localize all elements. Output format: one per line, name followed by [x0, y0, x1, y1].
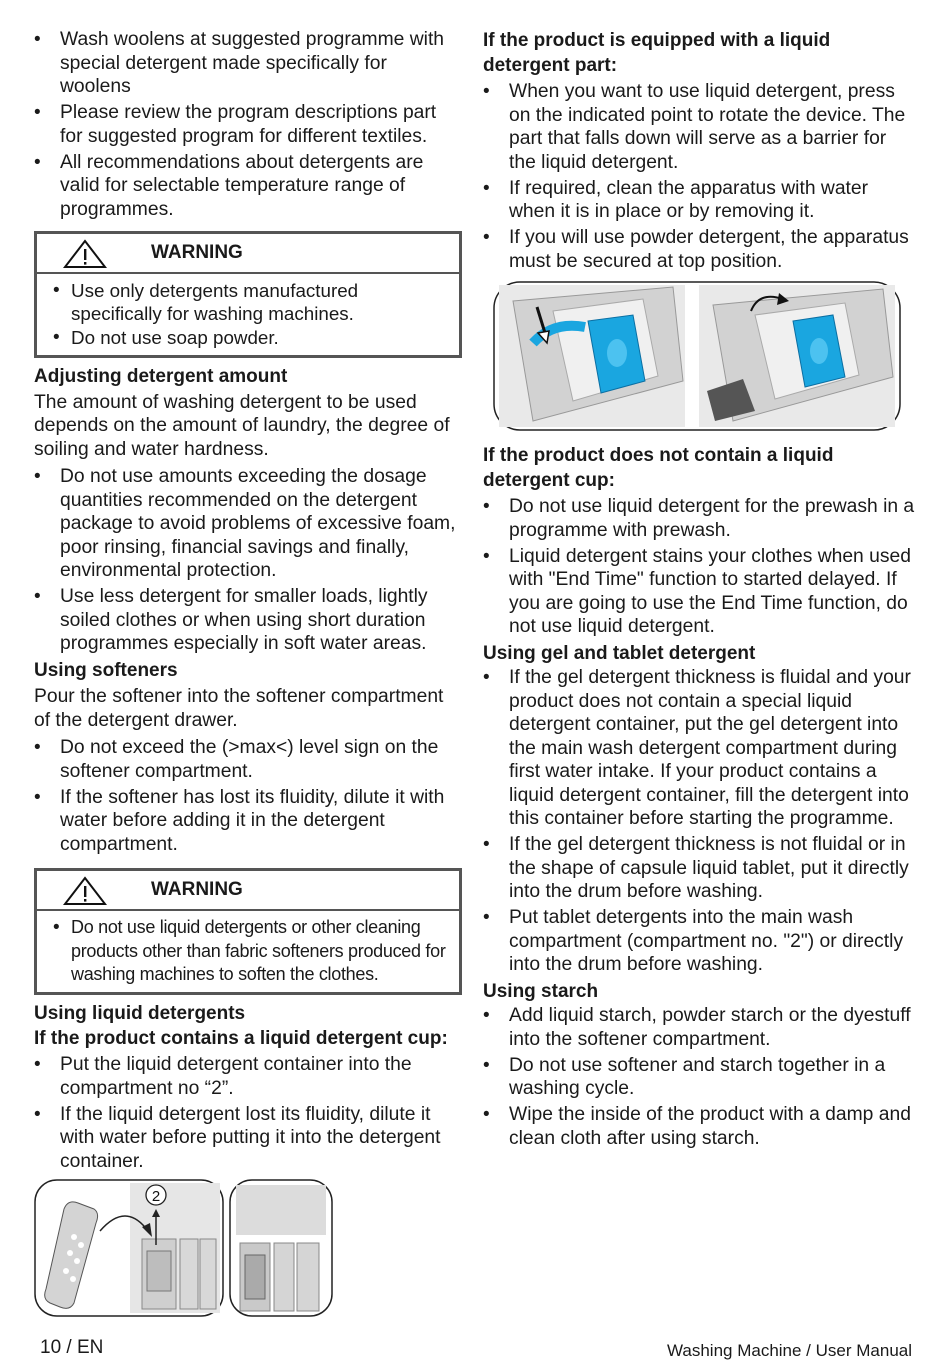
- right-column: [483, 28, 915, 1153]
- warning-box: [34, 231, 462, 358]
- section-heading: Using starch: [483, 981, 599, 1002]
- list-item: • Do not exceed the (>max<) level sign on the softener compartment.: [34, 736, 462, 783]
- list-item: • If the gel detergent thickness is fluidal and your product does not contain a special liquid detergent container, put the gel detergent into the main wash detergent compartment during first water intake. If your product contains a liquid detergent container, fill the detergent into this container before starting the programme.: [483, 666, 915, 831]
- warning-box: [34, 868, 462, 995]
- intro-list: [34, 28, 462, 221]
- list-item: • If you will use powder detergent, the apparatus must be secured at top position.: [483, 226, 915, 273]
- section-heading: Using liquid detergents: [34, 1003, 246, 1025]
- section-heading: If the product does not contain a liquid detergent cup:: [483, 445, 834, 491]
- list-item: • Add liquid starch, powder starch or the dyestuff into the softener compartment.: [483, 1004, 915, 1051]
- list-item: • Use less detergent for smaller loads, lightly soiled clothes or when using short duration programmes especially in soft water areas.: [34, 585, 462, 656]
- liquid-part-figure: [493, 281, 915, 433]
- warning-triangle-icon: [63, 876, 107, 906]
- list-item: • If the liquid detergent lost its fluidity, dilute it with water before putting it into the detergent container.: [34, 1103, 462, 1174]
- section-subheading: If the product contains a liquid detergent cup:: [34, 1028, 448, 1050]
- list-item: • All recommendations about detergents are valid for selectable temperature range of programmes.: [34, 151, 462, 222]
- list-item: • Do not use liquid detergent for the prewash in a programme with prewash.: [483, 495, 915, 542]
- list-item: • If the gel detergent thickness is not fluidal or in the shape of capsule liquid tablet, put it directly into the drum before washing.: [483, 833, 915, 904]
- detergent-drawer-illustration: [34, 1179, 334, 1319]
- list-item: • Liquid detergent stains your clothes when used with "End Time" function to started delayed. If you are going to use the End Time function, do not use liquid detergent.: [483, 545, 915, 639]
- paragraph: The amount of washing detergent to be used depends on the amount of laundry, the degree of soiling and water hardness.: [34, 391, 450, 460]
- list-item: • Wipe the inside of the product with a damp and clean cloth after using starch.: [483, 1103, 915, 1150]
- liquid-apparatus-illustration: [493, 281, 903, 433]
- manual-title: Washing Machine / User Manual: [666, 1341, 912, 1360]
- list-item: • Do not use liquid detergents or other cleaning products other than fabric softeners produced for washing machines to soften the clothes.: [53, 916, 453, 986]
- warning-title: WARNING: [151, 879, 243, 901]
- list-item: • When you want to use liquid detergent, press on the indicated point to rotate the device. The part that falls down will serve as a barrier for the liquid detergent.: [483, 80, 915, 174]
- section-heading: Using softeners: [34, 660, 178, 682]
- section-heading: Adjusting detergent amount: [34, 365, 288, 387]
- list-item: • Do not use softener and starch together in a washing cycle.: [483, 1054, 915, 1101]
- warning-header: [37, 234, 459, 274]
- list-item: • Do not use soap powder.: [53, 326, 453, 349]
- page-number: 10 / EN: [40, 1337, 104, 1358]
- warning-title: WARNING: [151, 242, 243, 263]
- paragraph: Pour the softener into the softener compartment of the detergent drawer.: [34, 686, 444, 731]
- list-item: • Use only detergents manufactured specifically for washing machines.: [53, 279, 453, 326]
- section-heading: Using gel and tablet detergent: [483, 643, 756, 664]
- list-item: • Put the liquid detergent container into the compartment no “2”.: [34, 1053, 462, 1100]
- warning-triangle-icon: [63, 239, 107, 269]
- list-item: • Put tablet detergents into the main wash compartment (compartment no. "2") or directly into the drum before washing.: [483, 906, 915, 977]
- warning-header: [37, 871, 459, 911]
- list-item: • Wash woolens at suggested programme with special detergent made specifically for woolens: [34, 28, 462, 99]
- list-item: • Please review the program descriptions part for suggested program for different textiles.: [34, 101, 462, 148]
- section-heading: If the product is equipped with a liquid detergent part:: [483, 30, 831, 76]
- liquid-cup-figure: [34, 1179, 462, 1319]
- left-column: [34, 28, 462, 1319]
- list-item: • If the softener has lost its fluidity, dilute it with water before adding it in the detergent compartment.: [34, 786, 462, 857]
- compartment-number: 2: [151, 1188, 161, 1206]
- list-item: • If required, clean the apparatus with water when it is in place or by removing it.: [483, 177, 915, 224]
- list-item: • Do not use amounts exceeding the dosage quantities recommended on the detergent package to avoid problems of excessive foam, poor rinsing, financial savings and finally, environmental protection.: [34, 465, 462, 583]
